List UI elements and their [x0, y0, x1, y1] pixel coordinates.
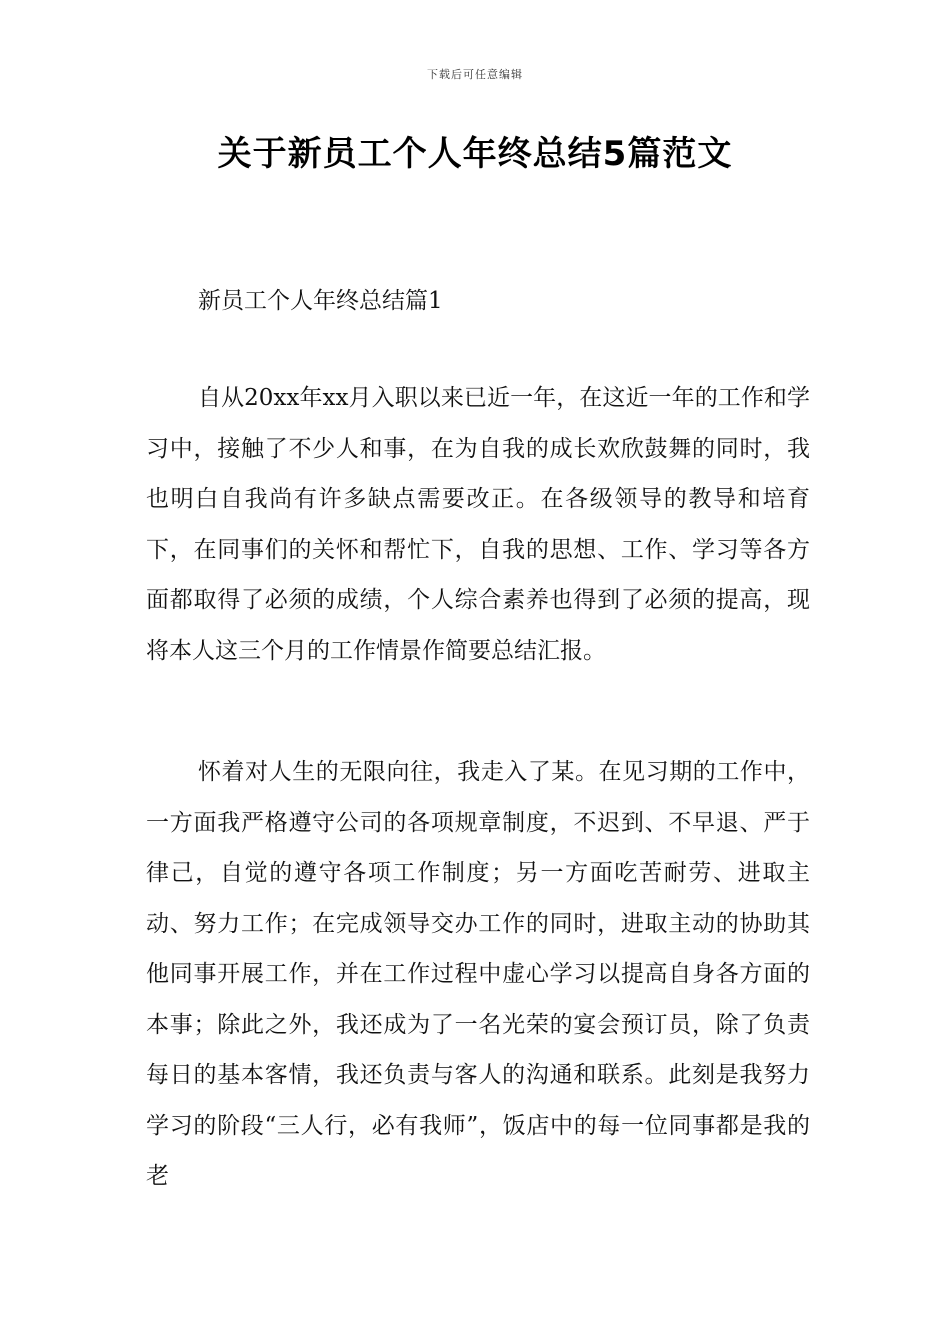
section-heading: 新员工个人年终总结篇1	[198, 288, 443, 314]
header-note: 下载后可任意编辑	[427, 68, 523, 81]
body-paragraph-2: 怀着对人生的无限向往，我走入了某。在见习期的工作中，一方面我严格遵守公司的各项规章制度，不迟到、不早退、严于律己，自觉的遵守各项工作制度；另一方面吃苦耐劳、进取主动、努力工作；在完成领导交办工作的同时，进取主动的协助其他同事开展工作，并在工作过程中虚心学习以提高自身各方面的本事；除此之外，我还成为了一名光荣的宴会预订员，除了负责每日的基本客情，我还负责与客人的沟通和联系。此刻是我努力学习的阶段“三人行，必有我师”，饭店中的每一位同事都是我的老	[146, 759, 810, 1189]
document-title: 关于新员工个人年终总结5篇范文	[217, 134, 733, 174]
body-paragraph-1: 自从20xx年xx月入职以来已近一年，在这近一年的工作和学习中，接触了不少人和事，在为自我的成长欢欣鼓舞的同时，我也明白自我尚有许多缺点需要改正。在各级领导的教导和培育下，在同事们的关怀和帮忙下，自我的思想、工作、学习等各方面都取得了必须的成绩，个人综合素养也得到了必须的提高，现将本人这三个月的工作情景作简要总结汇报。	[146, 385, 810, 664]
